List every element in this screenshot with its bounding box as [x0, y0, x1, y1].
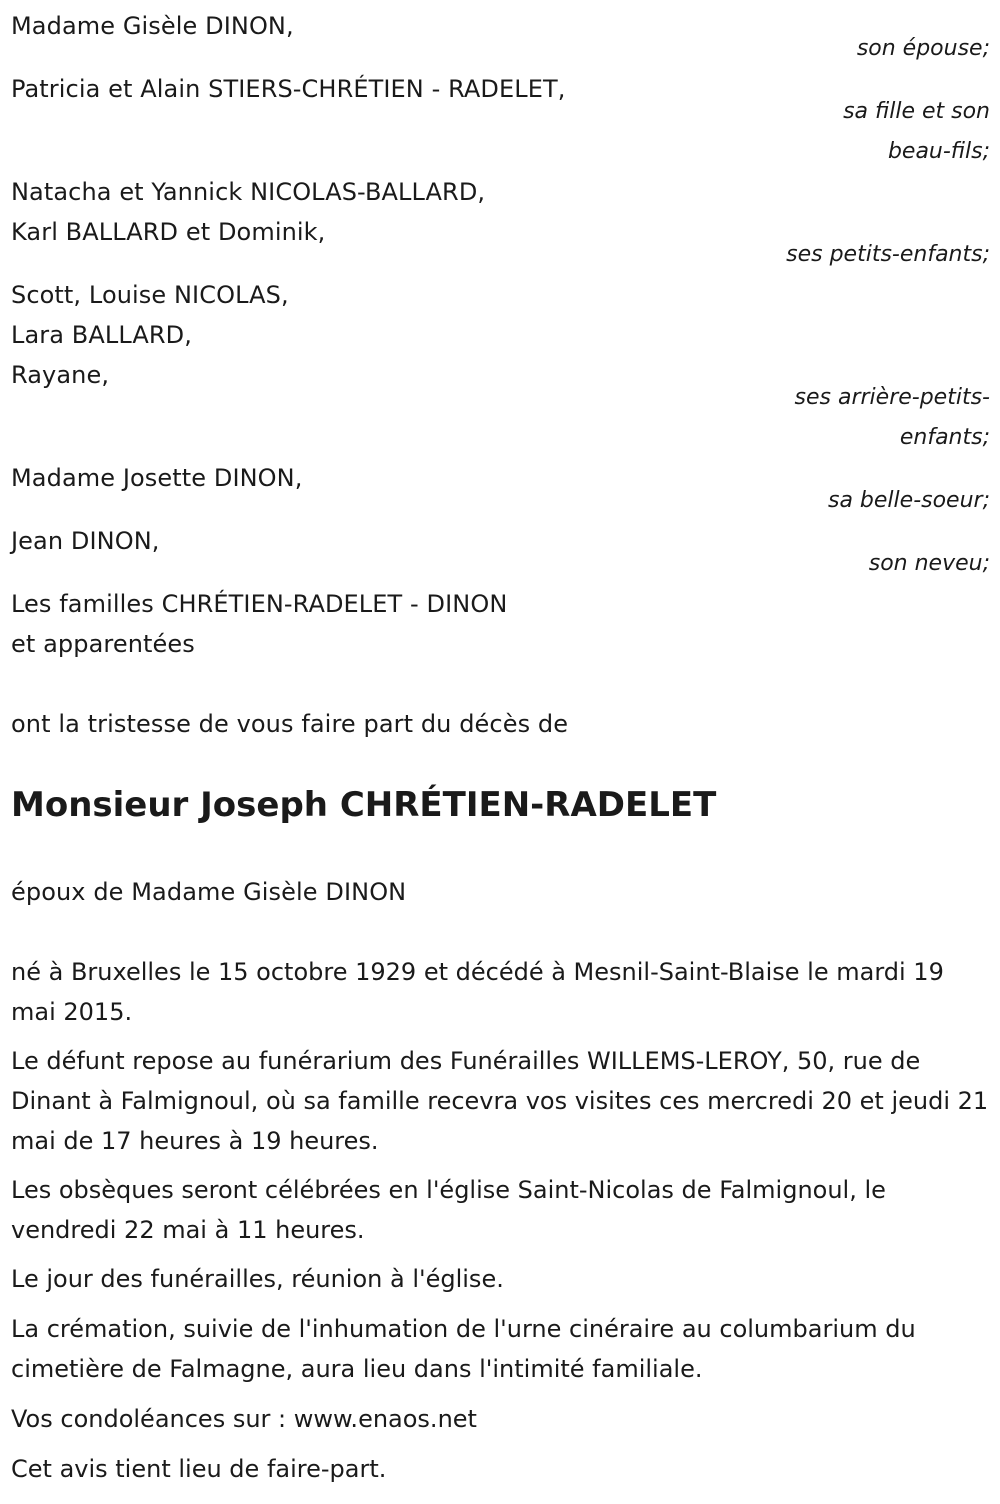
family-member-grandchildren-2: Karl BALLARD et Dominik,	[11, 218, 326, 246]
relation-daughter-line1: sa fille et son	[843, 99, 990, 124]
deceased-name: Monsieur Joseph CHRÉTIEN-RADELET	[11, 785, 717, 825]
family-member-great-grandchildren-3: Rayane,	[11, 361, 110, 389]
family-members-families: Les familles CHRÉTIEN-RADELET - DINON	[11, 590, 508, 618]
paragraph-avis: Cet avis tient lieu de faire-part.	[11, 1455, 387, 1483]
family-member-spouse: Madame Gisèle DINON,	[11, 12, 294, 40]
paragraph-condoleances: Vos condoléances sur : www.enaos.net	[11, 1405, 477, 1433]
relation-great-grandchildren-line2: enfants;	[899, 425, 990, 450]
paragraph-cremation: La crémation, suivie de l'inhumation de l'urne cinéraire au columbarium du cimetière de Falmagne, aura lieu dans l'intimité familiale.	[11, 1315, 916, 1383]
paragraph-birth-death: né à Bruxelles le 15 octobre 1929 et décédé à Mesnil-Saint-Blaise le mardi 19 mai 2015.	[11, 958, 944, 1026]
announcement-text: ont la tristesse de vous faire part du décès de	[11, 710, 569, 738]
family-member-sister-in-law: Madame Josette DINON,	[11, 464, 303, 492]
family-members-related: et apparentées	[11, 630, 195, 658]
relation-spouse: son épouse;	[856, 36, 990, 61]
paragraph-repose: Le défunt repose au funérarium des Funérailles WILLEMS-LEROY, 50, rue de Dinant à Falmignoul, où sa famille recevra vos visites ces mercredi 20 et jeudi 21 mai de 17 heures à 19 heures.	[11, 1047, 989, 1155]
paragraph-reunion: Le jour des funérailles, réunion à l'église.	[11, 1265, 504, 1293]
relation-great-grandchildren-line1: ses arrière-petits-	[794, 385, 990, 410]
relation-daughter-line2: beau-fils;	[887, 139, 990, 164]
paragraph-obseques: Les obsèques seront célébrées en l'église Saint-Nicolas de Falmignoul, le vendredi 22 mai à 11 heures.	[11, 1176, 886, 1244]
family-member-nephew: Jean DINON,	[11, 527, 160, 555]
family-member-daughter: Patricia et Alain STIERS-CHRÉTIEN - RADELET,	[11, 75, 566, 103]
spouse-line: époux de Madame Gisèle DINON	[11, 878, 407, 906]
family-member-grandchildren-1: Natacha et Yannick NICOLAS-BALLARD,	[11, 178, 486, 206]
relation-nephew: son neveu;	[868, 551, 990, 576]
family-member-great-grandchildren-1: Scott, Louise NICOLAS,	[11, 281, 289, 309]
relation-sister-in-law: sa belle-soeur;	[828, 488, 990, 513]
family-member-great-grandchildren-2: Lara BALLARD,	[11, 321, 192, 349]
relation-grandchildren: ses petits-enfants;	[786, 242, 990, 267]
